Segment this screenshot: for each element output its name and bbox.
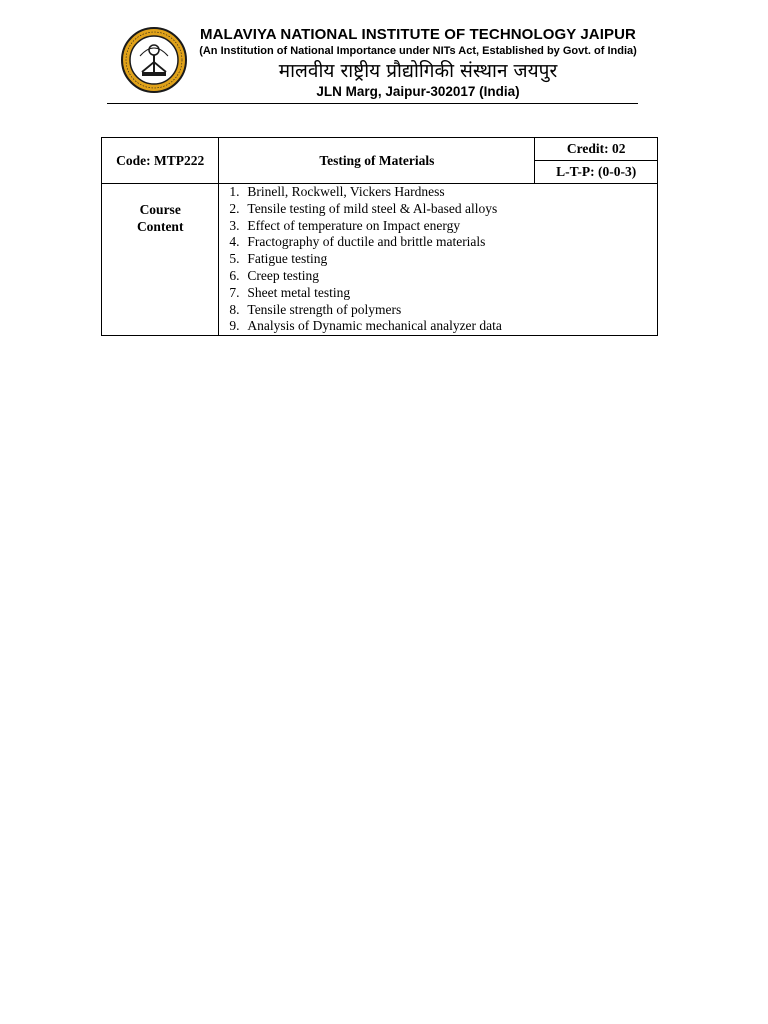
list-item-number: 4.	[229, 234, 240, 250]
list-item	[229, 268, 657, 285]
institute-info	[198, 22, 638, 100]
list-item-text: Fatigue testing	[247, 251, 328, 267]
list-item	[229, 285, 657, 302]
list-item	[229, 302, 657, 319]
topic-list	[229, 184, 657, 335]
institute-name-hindi: मालवीय राष्ट्रीय प्रौद्योगिकी संस्थान जयपुर	[278, 60, 558, 82]
list-item-number: 7.	[229, 284, 240, 300]
list-item	[229, 251, 657, 268]
list-item-text: Tensile strength of polymers	[247, 301, 402, 317]
list-item-text: Tensile testing of mild steel & Al-based alloys	[247, 200, 498, 216]
course-content-label	[102, 184, 219, 336]
course-ltp: L-T-P: (0-0-3)	[535, 161, 658, 184]
list-item-number: 6.	[229, 267, 240, 283]
institute-subtitle: (An Institution of National Importance under NITs Act, Established by Govt. of India)	[199, 45, 637, 57]
list-item-text: Effect of temperature on Impact energy	[247, 217, 461, 233]
list-item-text: Fractography of ductile and brittle materials	[247, 234, 486, 250]
course-content-row	[102, 184, 658, 336]
course-header-row	[102, 138, 658, 161]
list-item	[229, 234, 657, 251]
course-table	[101, 137, 658, 336]
list-item-number: 8.	[229, 301, 240, 317]
list-item-number: 5.	[229, 251, 240, 267]
course-content-list-cell	[219, 184, 658, 336]
list-item	[229, 184, 657, 201]
list-item-number: 3.	[229, 217, 240, 233]
list-item-text: Creep testing	[247, 267, 319, 283]
course-content-label-line1: Course	[139, 202, 181, 217]
institute-address: JLN Marg, Jaipur-302017 (India)	[316, 84, 520, 99]
course-title: Testing of Materials	[219, 138, 535, 184]
list-item-text: Sheet metal testing	[247, 284, 351, 300]
institute-name: MALAVIYA NATIONAL INSTITUTE OF TECHNOLOGY JAIPUR	[200, 26, 636, 43]
course-code: Code: MTP222	[102, 138, 219, 184]
list-item	[229, 201, 657, 218]
list-item-text: Brinell, Rockwell, Vickers Hardness	[247, 184, 445, 199]
institute-emblem-icon	[120, 26, 188, 94]
list-item-number: 1.	[229, 184, 240, 199]
list-item	[229, 218, 657, 235]
header-divider	[107, 103, 638, 104]
list-item-number: 2.	[229, 200, 240, 216]
list-item	[229, 318, 657, 335]
course-content-label-line2: Content	[136, 219, 184, 234]
course-credit: Credit: 02	[535, 138, 658, 161]
list-item-text: Analysis of Dynamic mechanical analyzer data	[247, 318, 502, 334]
letterhead	[108, 22, 638, 104]
list-item-number: 9.	[229, 318, 240, 334]
